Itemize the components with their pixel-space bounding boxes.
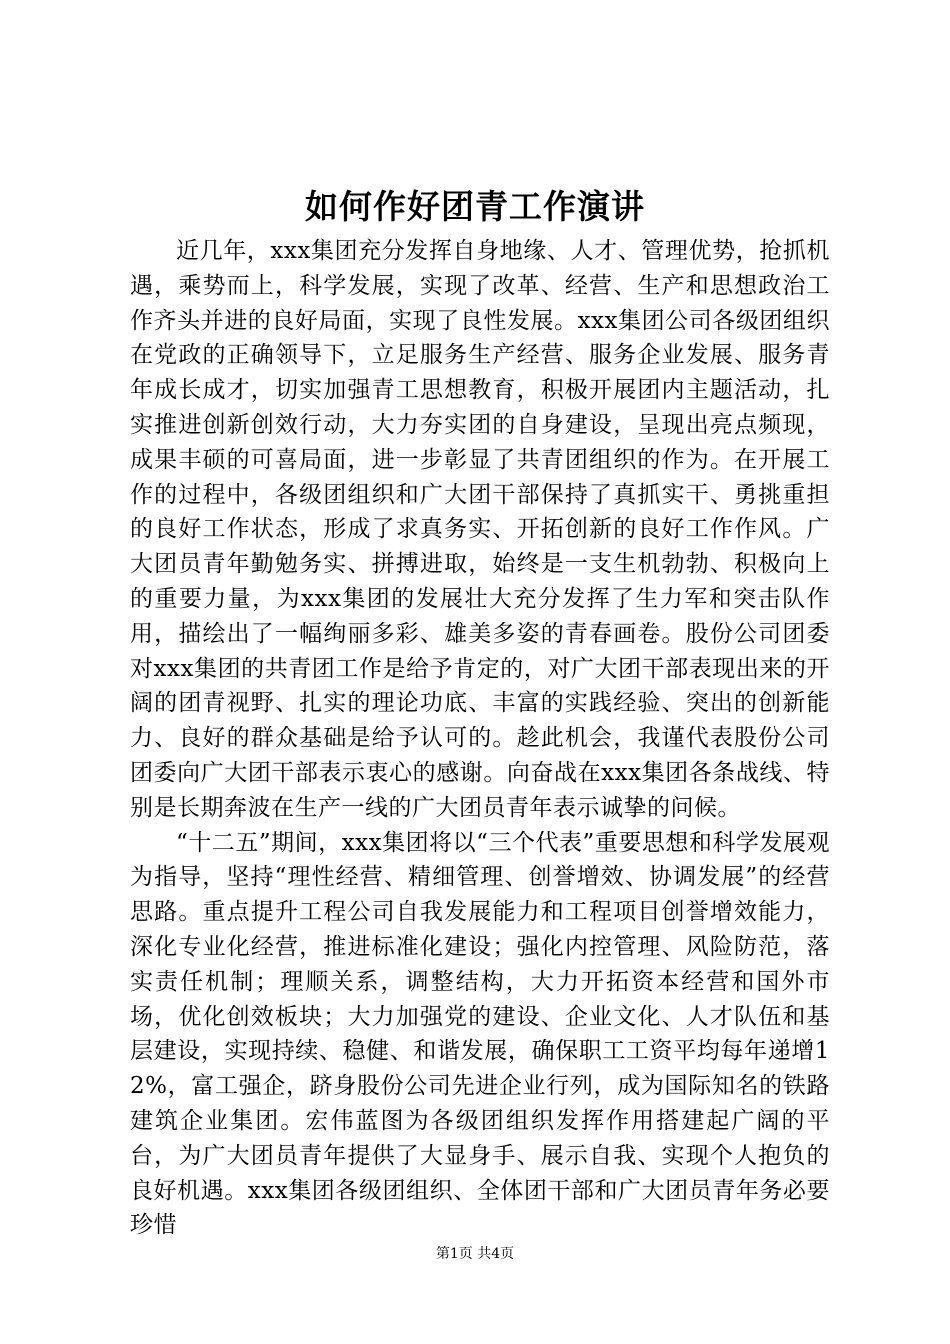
paragraph: 近几年，xxx集团充分发挥自身地缘、人才、管理优势，抢抓机遇，乘势而上，科学发展，实现了改革、经营、生产和思想政治工作齐头并进的良好局面，实现了良性发展。xxx集团公司各级团组织在党政的正确领导下，立足服务生产经营、服务企业发展、服务青年成长成才，切实加强青工思想教育，积极开展团内主题活动，扎实推进创新创效行动，大力夯实团的自身建设，呈现出亮点频现，成果丰硕的可喜局面，进一步彰显了共青团组织的作为。在开展工作的过程中，各级团组织和广大团干部保持了真抓实干、勇挑重担的良好工作状态，形成了求真务实、开拓创新的良好工作作风。广大团员青年勤勉务实、拼搏进取，始终是一支生机勃勃、积极向上的重要力量，为xxx集团的发展壮大充分发挥了生力军和突击队作用，描绘出了一幅绚丽多彩、雄美多姿的青春画卷。股份公司团委对xxx集团的共青团工作是给予肯定的，对广大团干部表现出来的开阔的团青视野、扎实的理论功底、丰富的实践经验、突出的创新能力、良好的群众基础是给予认可的。趁此机会，我谨代表股份公司团委向广大团干部表示衷心的感谢。向奋战在xxx集团各条战线、特别是长期奔波在生产一线的广大团员青年表示诚挚的问候。 — [130, 238, 830, 821]
page-footer: 第1页 共4页 — [435, 1246, 515, 1262]
document-body — [130, 234, 830, 1243]
document-title: 如何作好团青工作演讲 — [305, 187, 645, 226]
paragraph: “十二五”期间，xxx集团将以“三个代表”重要思想和科学发展观为指导，坚持“理性经营、精细管理、创誉增效、协调发展”的经营思路。重点提升工程公司自我发展能力和工程项目创誉增效能力，深化专业化经营，推进标准化建设；强化内控管理、风险防范，落实责任机制；理顺关系，调整结构，大力开拓资本经营和国外市场，优化创效板块；大力加强党的建设、企业文化、人才队伍和基层建设，实现持续、稳健、和谐发展，确保职工工资平均每年递增12%，富工强企，跻身股份公司先进企业行列，成为国际知名的铁路建筑企业集团。宏伟蓝图为各级团组织发挥作用搭建起广阔的平台，为广大团员青年提供了大显身手、展示自我、实现个人抱负的良好机遇。xxx集团各级团组织、全体团干部和广大团员青年务必要珍惜 — [130, 829, 830, 1239]
